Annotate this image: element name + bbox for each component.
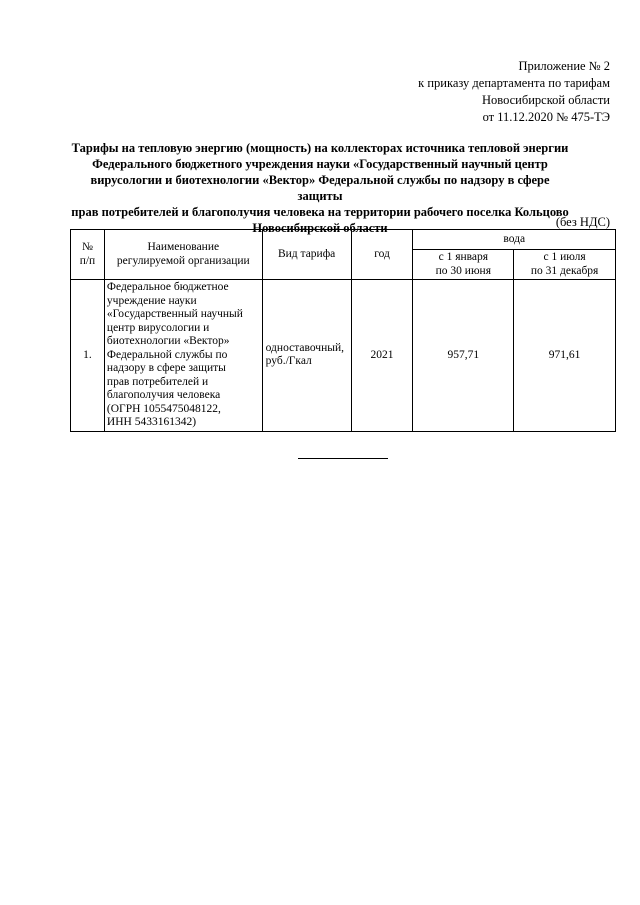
appendix-line: к приказу департамента по тарифам [418, 76, 610, 90]
header-org: Наименование регулируемой организации [104, 230, 262, 280]
row-value-period-1: 957,71 [413, 280, 514, 432]
tariff-table [70, 229, 616, 432]
title-line: Новосибирской области [252, 221, 388, 235]
title-line: прав потребителей и благополучия человека на территории рабочего поселка Кольцово [71, 205, 569, 219]
appendix-block [418, 58, 610, 126]
appendix-line: Приложение № 2 [518, 59, 610, 73]
header-year: год [351, 230, 413, 280]
title-line: вирусологии и биотехнологии «Вектор» Федеральной службы по надзору в сфере защиты [90, 173, 550, 203]
row-num: 1. [71, 280, 105, 432]
row-value-period-2: 971,61 [514, 280, 616, 432]
row-org-name: Федеральное бюджетное учреждение науки «Государственный научный центр вирусологии и биотехнологии «Вектор» Федеральной службы по надзору в сфере защиты прав потребителей и благополучия человека (ОГРН 1055475048122, ИНН 5433161342) [104, 280, 262, 432]
appendix-line: Новосибирской области [481, 93, 610, 107]
title-line: Тарифы на тепловую энергию (мощность) на коллекторах источника тепловой энергии [71, 141, 569, 155]
header-num: № п/п [71, 230, 105, 280]
row-tariff-type: одноставочный, руб./Гкал [262, 280, 351, 432]
header-period-1: с 1 января по 30 июня [413, 250, 514, 280]
row-year: 2021 [351, 280, 413, 432]
document-title [70, 140, 570, 236]
title-line: Федерального бюджетного учреждения науки «Государственный научный центр [92, 157, 548, 171]
divider-line [298, 458, 388, 459]
appendix-line: от 11.12.2020 № 475-ТЭ [482, 110, 610, 124]
header-water: вода [413, 230, 616, 250]
table-row [71, 280, 616, 432]
header-period-2: с 1 июля по 31 декабря [514, 250, 616, 280]
vat-note: (без НДС) [555, 215, 610, 229]
header-tariff-type: Вид тарифа [262, 230, 351, 280]
